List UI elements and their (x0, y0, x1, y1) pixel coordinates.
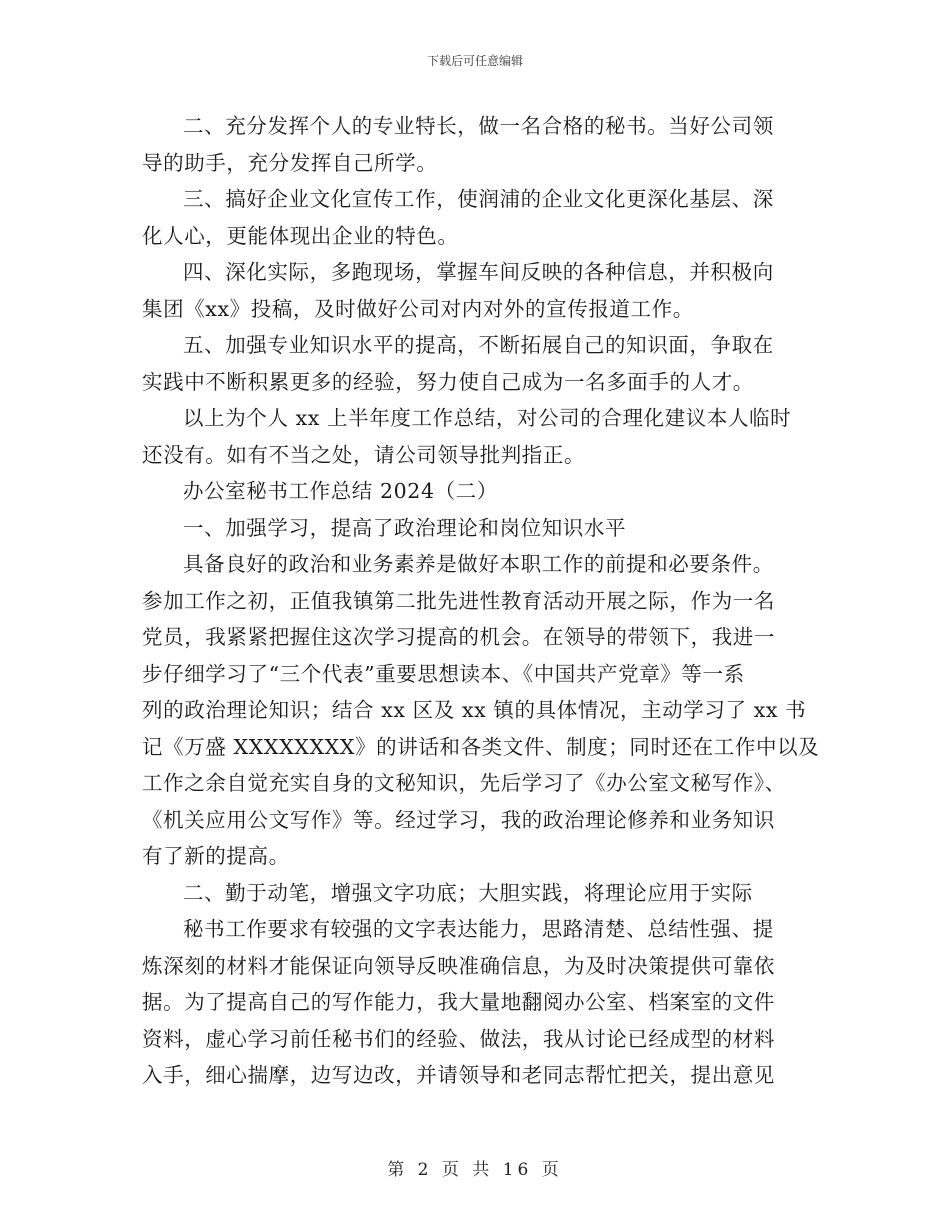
document-body (142, 108, 820, 1094)
paragraph (142, 327, 808, 400)
text-line: 炼深刻的材料才能保证向领导反映准确信息，为及时决策提供可靠依 (142, 953, 775, 978)
text-line: 以上为个人 xx 上半年度工作总结，对公司的合理化建议本人临时 (183, 406, 792, 430)
text-line: 《机关应用公文写作》等。经过学习，我的政治理论修养和业务知识 (142, 807, 775, 832)
paragraph (142, 254, 808, 327)
page-footer: 第 2 页 共 16 页 (387, 1160, 563, 1180)
text-line: 列的政治理论知识；结合 xx 区及 xx 镇的具体情况，主动学习了 xx 书 (142, 698, 807, 722)
text-line: 据。为了提高自己的写作能力，我大量地翻阅办公室、档案室的文件 (142, 990, 775, 1014)
paragraph (142, 510, 808, 547)
text-line: 还没有。如有不当之处，请公司领导批判指正。 (142, 442, 586, 467)
text-line: 工作之余自觉充实自身的文秘知识，先后学习了《办公室文秘写作》、 (142, 771, 786, 795)
text-line: 参加工作之初，正值我镇第二批先进性教育活动开展之际，作为一名 (142, 588, 775, 613)
paragraph (142, 875, 808, 912)
text-line: 二、勤于动笔，增强文字功底；大胆实践，将理论应用于实际 (183, 880, 753, 905)
text-line: 办公室秘书工作总结 2024（二） (183, 479, 498, 503)
paragraph (142, 546, 820, 875)
text-line: 步仔细学习了“三个代表”重要思想读本、《中国共产党章》等一系 (142, 661, 745, 686)
text-line: 实践中不断积累更多的经验，努力使自己成为一名多面手的人才。 (142, 369, 754, 394)
text-line: 集团《xx》投稿，及时做好公司对内对外的宣传报道工作。 (142, 296, 694, 321)
text-line: 化人心，更能体现出企业的特色。 (142, 223, 459, 248)
paragraph (142, 181, 808, 254)
page-header: 下载后可任意编辑 (426, 54, 523, 68)
text-line: 资料，虚心学习前任秘书们的经验、做法，我从讨论已经成型的材料 (142, 1026, 775, 1051)
paragraph (142, 911, 808, 1094)
text-line: 一、加强学习，提高了政治理论和岗位知识水平 (183, 515, 627, 540)
paragraph (142, 400, 808, 473)
text-line: 具备良好的政治和业务素养是做好本职工作的前提和必要条件。 (183, 552, 774, 576)
text-line: 有了新的提高。 (142, 844, 290, 868)
text-line: 导的助手，充分发挥自己所学。 (142, 150, 438, 175)
text-line: 入手，细心揣摩，边写边改，并请领导和老同志帮忙把关，提出意见 (142, 1063, 775, 1087)
text-line: 四、深化实际，多跑现场，掌握车间反映的各种信息，并积极向 (183, 260, 774, 284)
paragraph (142, 473, 808, 510)
text-line: 二、充分发挥个人的专业特长，做一名合格的秘书。当好公司领 (183, 114, 774, 138)
text-line: 五、加强专业知识水平的提高，不断拓展自己的知识面，争取在 (183, 333, 774, 357)
text-line: 秘书工作要求有较强的文字表达能力，思路清楚、总结性强、提 (183, 917, 774, 941)
text-line: 党员，我紧紧把握住这次学习提高的机会。在领导的带领下，我进一 (142, 625, 775, 649)
text-line: 三、搞好企业文化宣传工作，使润浦的企业文化更深化基层、深 (183, 187, 774, 211)
text-line: 记《万盛 XXXXXXXX》的讲话和各类文件、制度；同时还在工作中以及 (142, 734, 820, 759)
paragraph (142, 108, 808, 181)
